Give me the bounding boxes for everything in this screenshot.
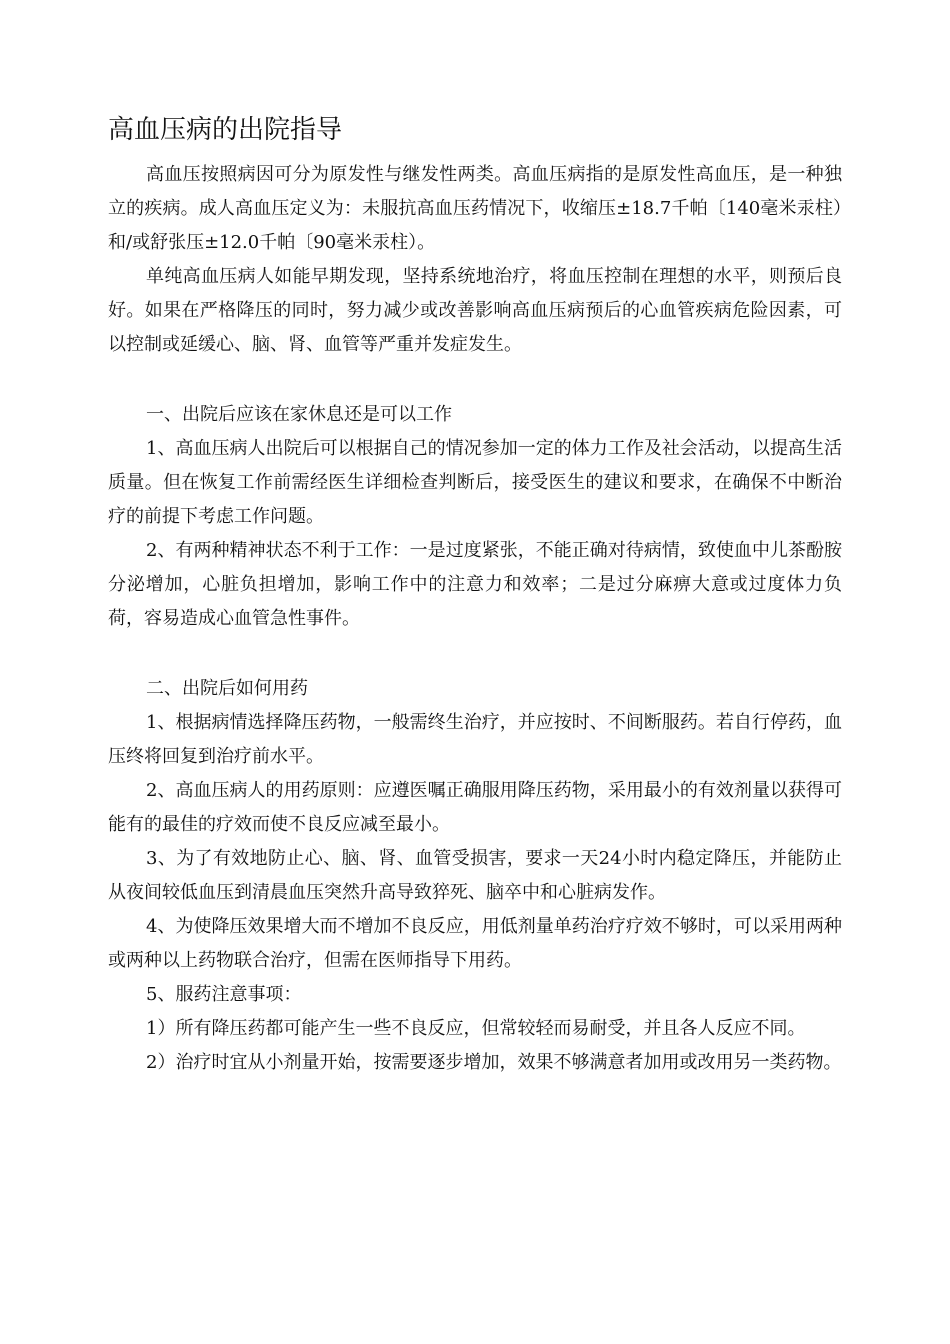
document-body (108, 158, 842, 1080)
intro-paragraph-2: 单纯高血压病人如能早期发现，坚持系统地治疗，将血压控制在理想的水平，则预后良好。如果在严格降压的同时，努力减少或改善影响高血压病预后的心血管疾病危险因素，可以控制或延缓心、脑、肾、血管等严重并发症发生。 (108, 266, 842, 355)
section-2-item-5: 5、服药注意事项： (146, 984, 302, 1005)
section-spacer (108, 362, 842, 398)
section-1-item-2: 2、有两种精神状态不利于工作：一是过度紧张，不能正确对待病情，致使血中儿茶酚胺分泌增加，心脏负担增加，影响工作中的注意力和效率；二是过分麻痹大意或过度体力负荷，容易造成心血管急性事件。 (108, 540, 842, 629)
section-1-heading: 一、出院后应该在家休息还是可以工作 (146, 404, 452, 425)
section-1-item-1: 1、高血压病人出院后可以根据自己的情况参加一定的体力工作及社会活动，以提高生活质量。但在恢复工作前需经医生详细检查判断后，接受医生的建议和要求，在确保不中断治疗的前提下考虑工作问题。 (108, 438, 842, 527)
document-title: 高血压病的出院指导 (108, 115, 343, 145)
section-spacer (108, 636, 842, 672)
section-2-item-2: 2、高血压病人的用药原则：应遵医嘱正确服用降压药物，采用最小的有效剂量以获得可能有的最佳的疗效而使不良反应减至最小。 (108, 780, 842, 835)
section-2-subitem-2: 2）治疗时宜从小剂量开始，按需要逐步增加，效果不够满意者加用或改用另一类药物。 (146, 1052, 842, 1073)
section-2-subitem-1: 1）所有降压药都可能产生一些不良反应，但常较轻而易耐受，并且各人反应不同。 (146, 1018, 806, 1039)
section-2-item-3: 3、为了有效地防止心、脑、肾、血管受损害，要求一天24小时内稳定降压，并能防止从夜间较低血压到清晨血压突然升高导致猝死、脑卒中和心脏病发作。 (108, 848, 842, 903)
section-2-item-4: 4、为使降压效果增大而不增加不良反应，用低剂量单药治疗疗效不够时，可以采用两种或两种以上药物联合治疗，但需在医师指导下用药。 (108, 916, 842, 971)
section-2-heading: 二、出院后如何用药 (146, 678, 308, 699)
section-2-item-1: 1、根据病情选择降压药物，一般需终生治疗，并应按时、不间断服药。若自行停药，血压终将回复到治疗前水平。 (108, 712, 842, 767)
intro-paragraph-1: 高血压按照病因可分为原发性与继发性两类。高血压病指的是原发性高血压，是一种独立的疾病。成人高血压定义为：未服抗高血压药情况下，收缩压±18.7千帕〔140毫米汞柱）和/或舒张压±12.0千帕〔90毫米汞柱）。 (108, 164, 842, 253)
